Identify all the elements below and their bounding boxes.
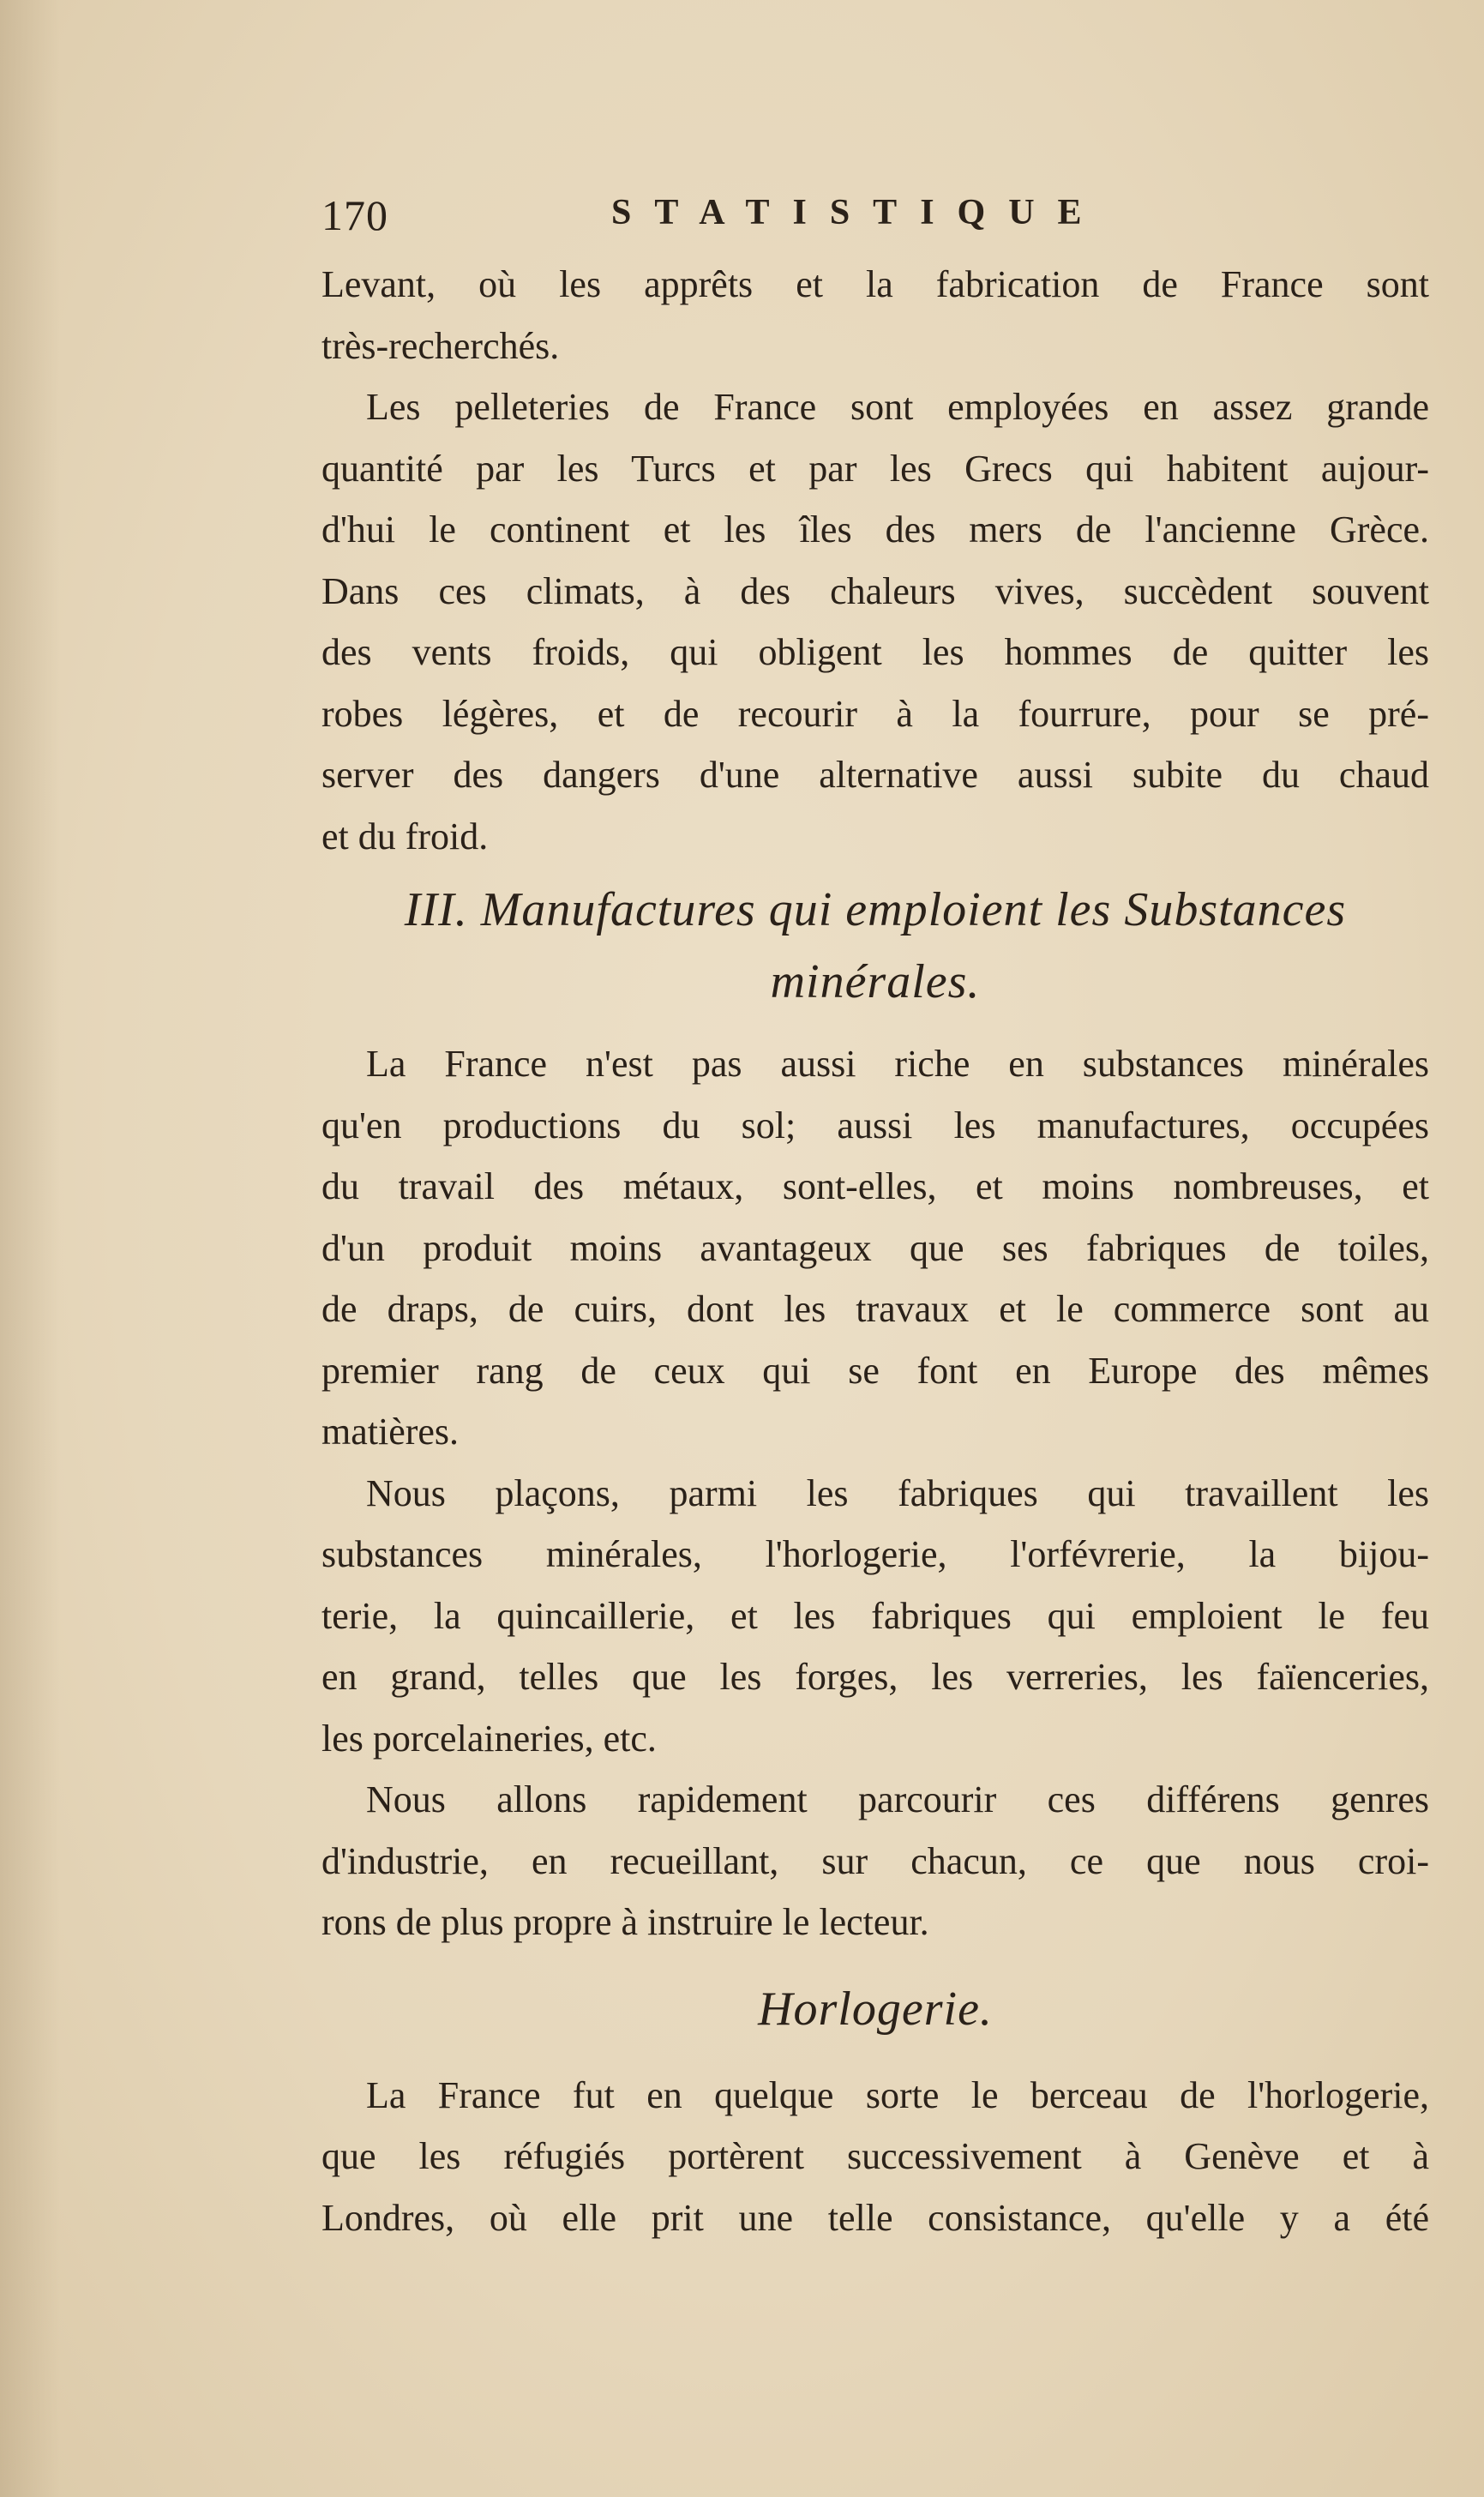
subsection-heading: Horlogerie.: [758, 1982, 993, 2036]
text-line: Les pelleteries de France sont employées en assez grande: [366, 386, 1429, 428]
text-line: d'un produit moins avantageux que ses fabriques de toiles,: [321, 1226, 1429, 1269]
text-line: d'hui le continent et les îles des mers de l'ancienne Grèce.: [321, 508, 1429, 551]
text-line: premier rang de ceux qui se font en Europe des mêmes: [321, 1349, 1429, 1392]
text-line: Nous allons rapidement parcourir ces différens genres: [366, 1778, 1429, 1820]
text-line: La France n'est pas aussi riche en substances minérales: [366, 1043, 1429, 1085]
text-line: robes légères, et de recourir à la fourrure, pour se pré-: [321, 692, 1429, 735]
running-title: STATISTIQUE: [611, 193, 1105, 232]
page-number: 170: [321, 191, 388, 239]
text-block: [321, 254, 1429, 2248]
text-line: très-recherchés.: [321, 324, 560, 367]
text-line: matières.: [321, 1411, 460, 1453]
text-line: rons de plus propre à instruire le lecteur.: [321, 1901, 929, 1943]
text-line: des vents froids, qui obligent les hommes de quitter les: [321, 631, 1429, 673]
text-line: quantité par les Turcs et par les Grecs qui habitent aujour-: [321, 447, 1429, 490]
text-line: les porcelaineries, etc.: [321, 1717, 657, 1760]
text-line: Londres, où elle prit une telle consistance, qu'elle y a été: [321, 2196, 1429, 2239]
text-line: et du froid.: [321, 815, 489, 857]
text-line: que les réfugiés portèrent successivement à Genève et à: [321, 2135, 1429, 2177]
text-line: en grand, telles que les forges, les verreries, les faïenceries,: [321, 1656, 1429, 1698]
gutter-shadow: [0, 0, 60, 2497]
text-line: Dans ces climats, à des chaleurs vives, succèdent souvent: [321, 569, 1429, 612]
section-heading: III. Manufactures qui emploient les Substances: [404, 883, 1347, 936]
text-line: d'industrie, en recueillant, sur chacun, ce que nous croi-: [321, 1839, 1429, 1882]
page-header: [321, 190, 1445, 250]
text-line: substances minérales, l'horlogerie, l'orfévrerie, la bijou-: [321, 1533, 1429, 1575]
section-heading-continued: minérales.: [770, 955, 981, 1008]
text-line: server des dangers d'une alternative aussi subite du chaud: [321, 754, 1429, 796]
text-line: du travail des métaux, sont-elles, et moins nombreuses, et: [321, 1165, 1429, 1207]
text-line: qu'en productions du sol; aussi les manufactures, occupées: [321, 1104, 1429, 1146]
text-line: Levant, où les apprêts et la fabrication de France sont: [321, 263, 1429, 305]
text-line: terie, la quincaillerie, et les fabriques qui emploient le feu: [321, 1594, 1429, 1637]
text-line: de draps, de cuirs, dont les travaux et le commerce sont au: [321, 1288, 1429, 1330]
text-line: La France fut en quelque sorte le berceau de l'horlogerie,: [366, 2073, 1429, 2116]
text-line: Nous plaçons, parmi les fabriques qui travaillent les: [366, 1471, 1429, 1514]
